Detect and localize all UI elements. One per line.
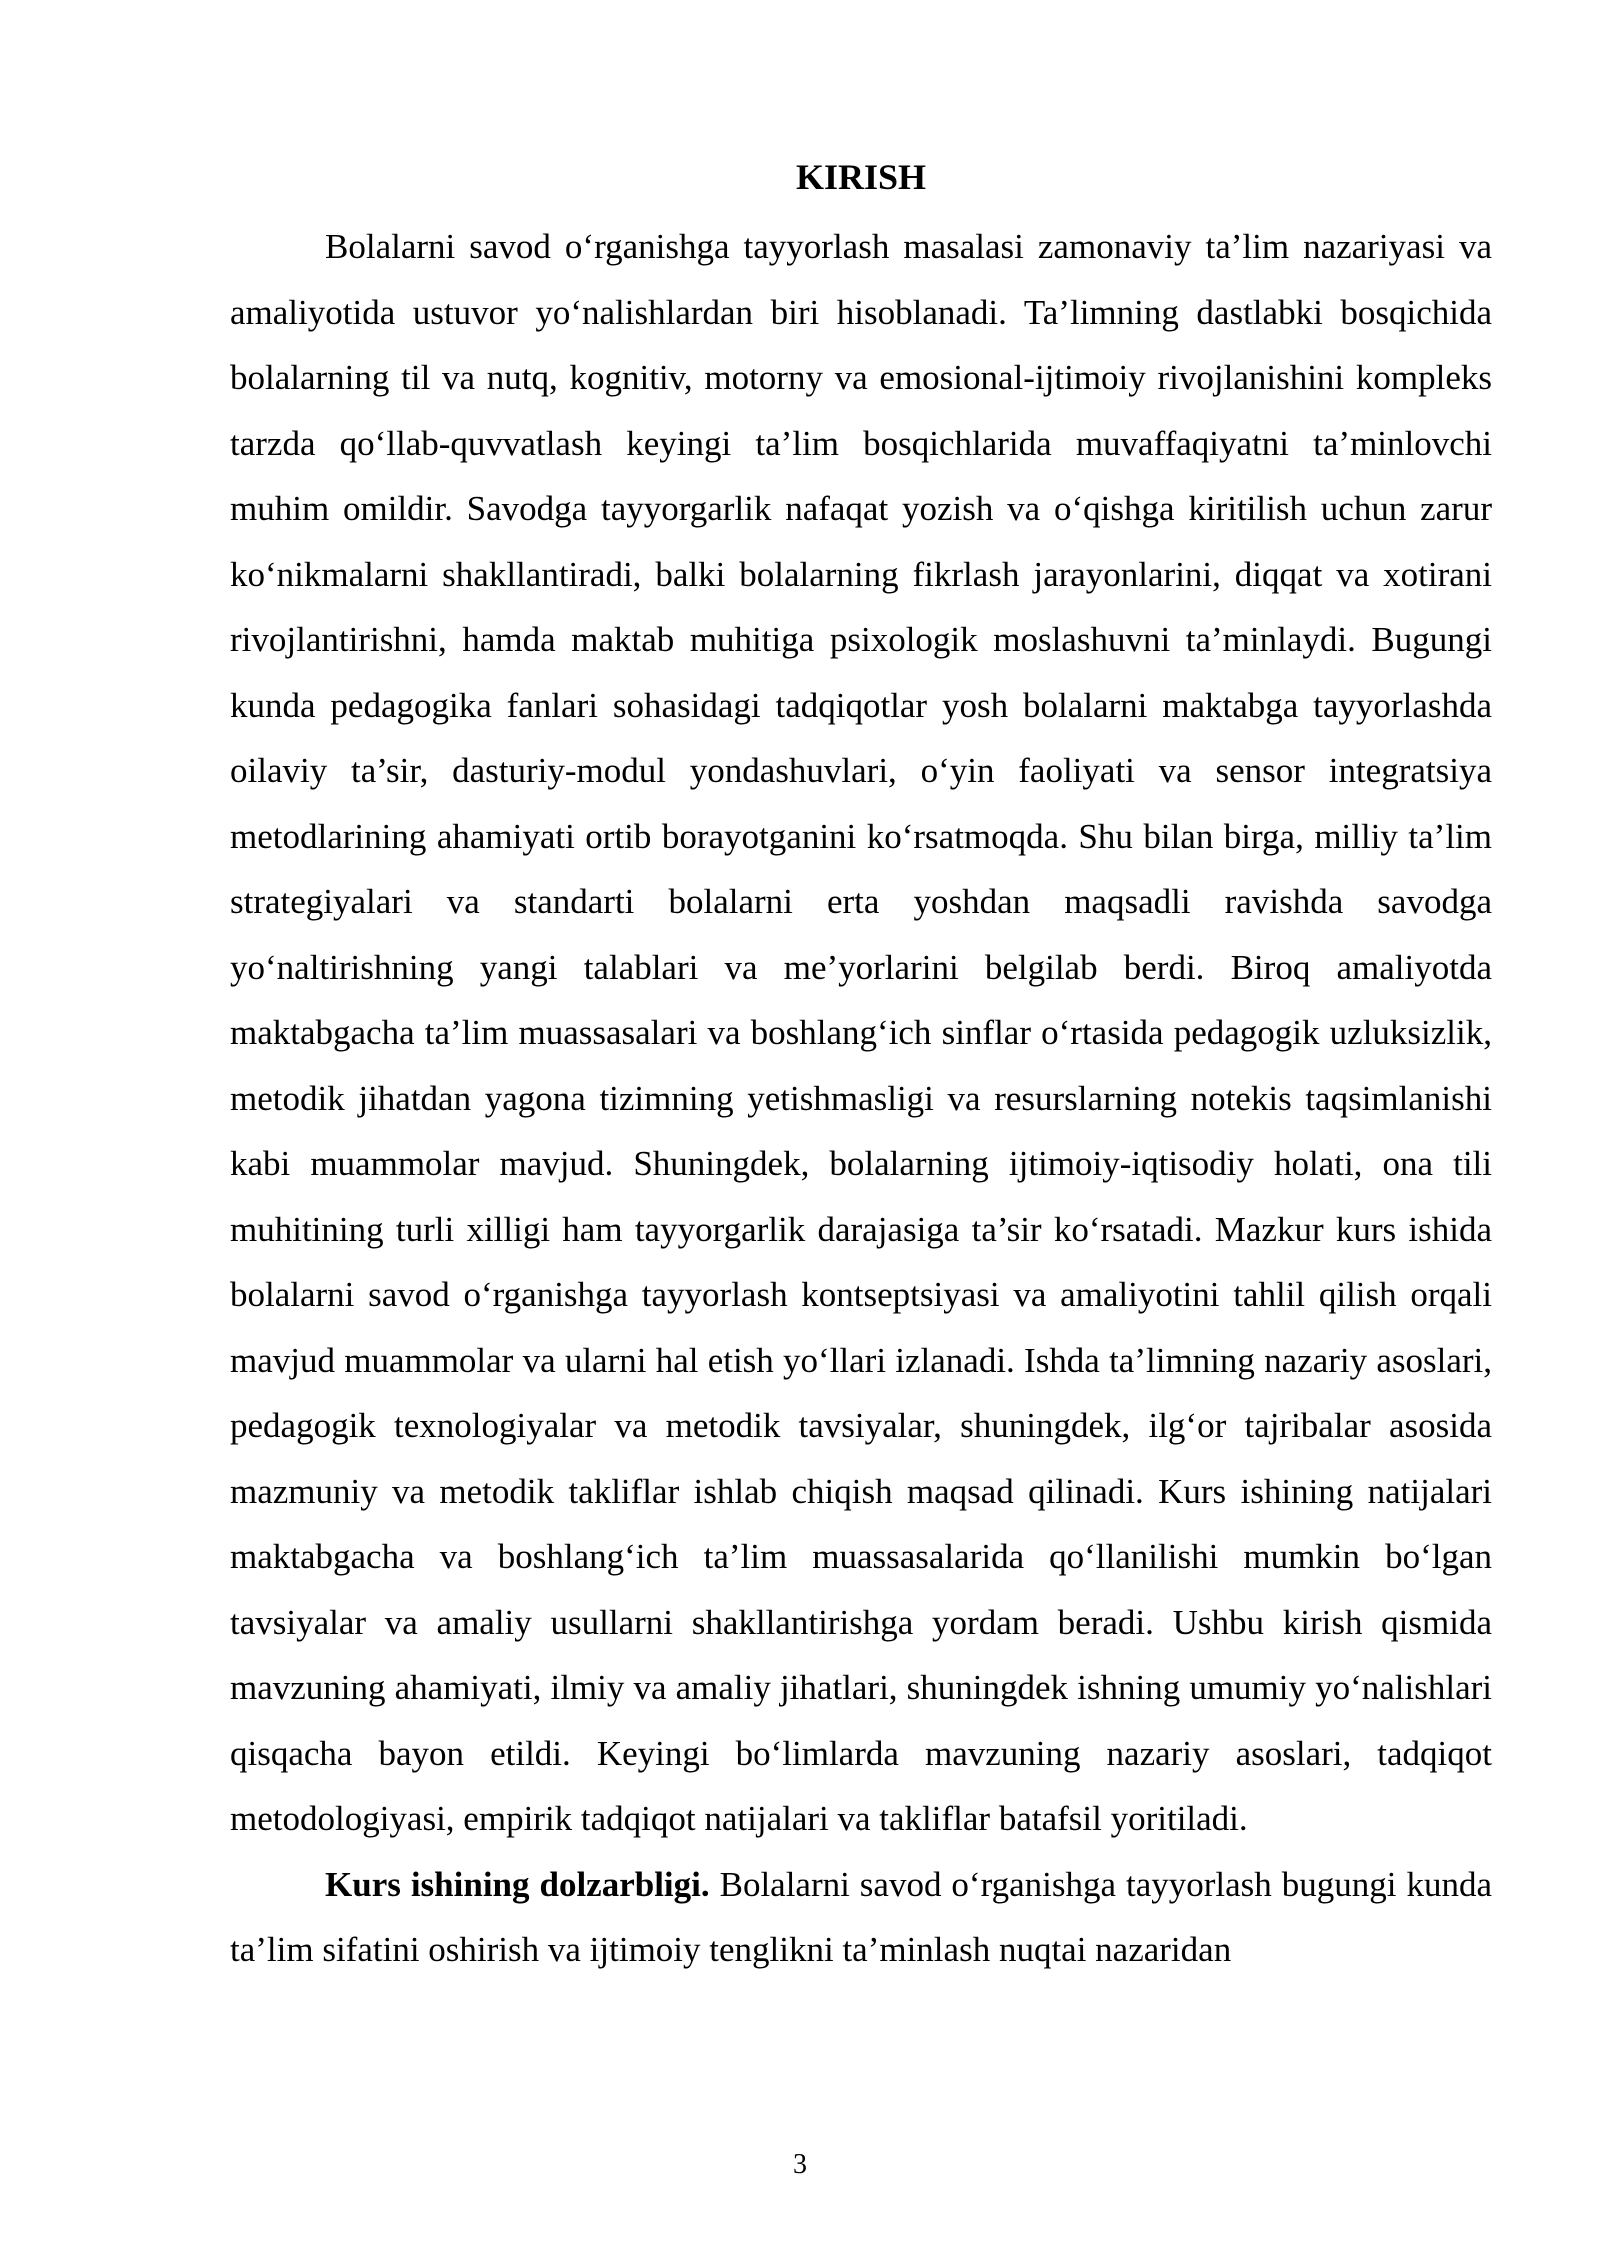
relevance-text: Bolalarni savod o‘rganishga tayyorlash bugungi kunda ta’lim sifatini oshirish va ijtimoiy tenglikni ta’minlash nuqtai nazaridan	[230, 1864, 1492, 1969]
page-number: 3	[793, 2149, 807, 2180]
relevance-paragraph	[230, 1852, 1492, 1983]
page-title: KIRISH	[795, 157, 927, 197]
page-content	[230, 150, 1492, 1983]
intro-paragraph: Bolalarni savod o‘rganishga tayyorlash masalasi zamonaviy ta’lim nazariyasi va amaliyotida ustuvor yo‘nalishlardan biri hisoblanadi. Ta’limning dastlabki bosqichida bolalarning til va nutq, kognitiv, motorny va emosional-ijtimoiy rivojlanishini kompleks tarzda qo‘llab-quvvatlash keyingi ta’lim bosqichlarida muvaffaqiyatni ta’minlovchi muhim omildir. Savodga tayyorgarlik nafaqat yozish va o‘qishga kiritilish uchun zarur ko‘nikmalarni shakllantiradi, balki bolalarning fikrlash jarayonlarini, diqqat va xotirani rivojlantirishni, hamda maktab muhitiga psixologik moslashuvni ta’minlaydi. Bugungi kunda pedagogika fanlari sohasidagi tadqiqotlar yosh bolalarni maktabga tayyorlashda oilaviy ta’sir, dasturiy-modul yondashuvlari, o‘yin faoliyati va sensor integratsiya metodlarining ahamiyati ortib borayotganini ko‘rsatmoqda. Shu bilan birga, milliy ta’lim strategiyalari va standarti bolalarni erta yoshdan maqsadli ravishda savodga yo‘naltirishning yangi talablari va me’yorlarini belgilab berdi. Biroq amaliyotda maktabgacha ta’lim muassasalari va boshlang‘ich sinflar o‘rtasida pedagogik uzluksizlik, metodik jihatdan yagona tizimning yetishmasligi va resurslarning notekis taqsimlanishi kabi muammolar mavjud. Shuningdek, bolalarning ijtimoiy-iqtisodiy holati, ona tili muhitining turli xilligi ham tayyorgarlik darajasiga ta’sir ko‘rsatadi. Mazkur kurs ishida bolalarni savod o‘rganishga tayyorlash kontseptsiyasi va amaliyotini tahlil qilish orqali mavjud muammolar va ularni hal etish yo‘llari izlanadi. Ishda ta’limning nazariy asoslari, pedagogik texnologiyalar va metodik tavsiyalar, shuningdek, ilg‘or tajribalar asosida mazmuniy va metodik takliflar ishlab chiqish maqsad qilinadi. Kurs ishining natijalari maktabgacha va boshlang‘ich ta’lim muassasalarida qo‘llanilishi mumkin bo‘lgan tavsiyalar va amaliy usullarni shakllantirishga yordam beradi. Ushbu kirish qismida mavzuning ahamiyati, ilmiy va amaliy jihatlari, shuningdek ishning umumiy yo‘nalishlari qisqacha bayon etildi. Keyingi bo‘limlarda mavzuning nazariy asoslari, tadqiqot metodologiyasi, empirik tadqiqot natijalari va takliflar batafsil yoritiladi.	[230, 227, 1492, 1838]
relevance-heading: Kurs ishining dolzarbligi.	[325, 1864, 710, 1904]
